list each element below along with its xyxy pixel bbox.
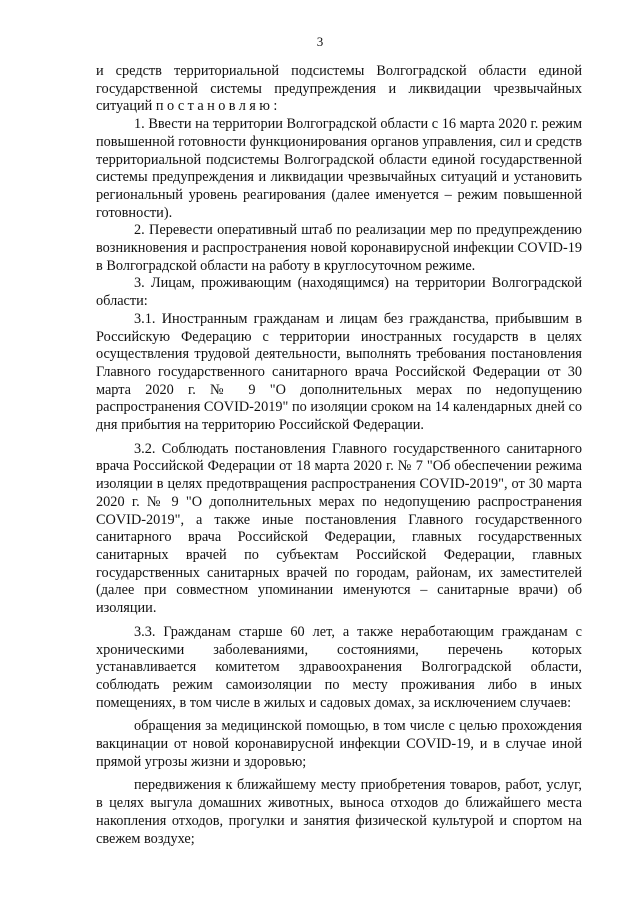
paragraph-item-3-2: 3.2. Соблюдать постановления Главного государственного санитарного врача Российской Федерации от 18 марта 2020 г. № 7 "Об обеспечении режима изоляции в целях предотвращения распространения COVID-2019", от 30 марта 2020 г. № 9 "О дополнительных мерах по недопущению распространения COVID-2019", а также иные постановления Главного государственного санитарного врача Российской Федерации, главных государственных санитарных врачей по субъектам Российской Федерации, главных государственных санитарных врачей по городам, районам, их заместителей (далее при совместном упоминании именуются – санитарные врачи) об изоляции. bbox=[96, 440, 582, 617]
preamble-text: и средств территориальной подсистемы Волгоградской области единой государственной системы предупреждения и ликвидации чрезвычайных ситуаций bbox=[96, 63, 582, 115]
page-number: 3 bbox=[316, 34, 324, 49]
paragraph-item-3-3: 3.3. Гражданам старше 60 лет, а также неработающим гражданам с хроническими заболеваниями, состояниями, перечень которых устанавливается комитетом здравоохранения Волгоградской области, соблюдать режим самоизоляции по месту проживания либо в иных помещениях, в том числе в жилых и садовых домах, за исключением случаев: bbox=[96, 623, 582, 711]
paragraph-item-2: 2. Перевести оперативный штаб по реализации мер по предупреждению возникновения и распространения новой коронавирусной инфекции COVID-19 в Волгоградской области на работу в круглосуточном режиме. bbox=[96, 222, 582, 274]
paragraph-preamble bbox=[96, 63, 582, 116]
paragraph-item-3: 3. Лицам, проживающим (находящимся) на территории Волгоградской области: bbox=[96, 275, 582, 310]
paragraph-item-3-1: 3.1. Иностранным гражданам и лицам без гражданства, прибывшим в Российскую Федерацию с территории иностранных государств в целях осуществления трудовой деятельности, выполнять требования постановления Главного государственного санитарного врача Российской Федерации от 30 марта 2020 г. № 9 "О дополнительных мерах по недопущению распространения COVID-2019" по изоляции сроком на 14 календарных дней со дня прибытия на территорию Российской Федерации. bbox=[96, 310, 582, 434]
document-body bbox=[96, 63, 582, 848]
exception-medical: обращения за медицинской помощью, в том числе с целью прохождения вакцинации от новой коронавирусной инфекции COVID-19, и в случае иной прямой угрозы жизни и здоровью; bbox=[96, 718, 582, 770]
paragraph-item-1: 1. Ввести на территории Волгоградской области с 16 марта 2020 г. режим повышенной готовности функционирования органов управления, сил и средств территориальной подсистемы Волгоградской области единой государственной системы предупреждения и ликвидации чрезвычайных ситуаций и установить региональный уровень реагирования (далее именуется – режим повышенной готовности). bbox=[96, 116, 582, 221]
resolution-keyword: постановляю: bbox=[155, 98, 281, 115]
exception-movement: передвижения к ближайшему месту приобретения товаров, работ, услуг, в целях выгула домашних животных, выноса отходов до ближайшего места накопления отходов, прогулки и занятия физической культурой и спортом на свежем воздухе; bbox=[96, 777, 582, 847]
